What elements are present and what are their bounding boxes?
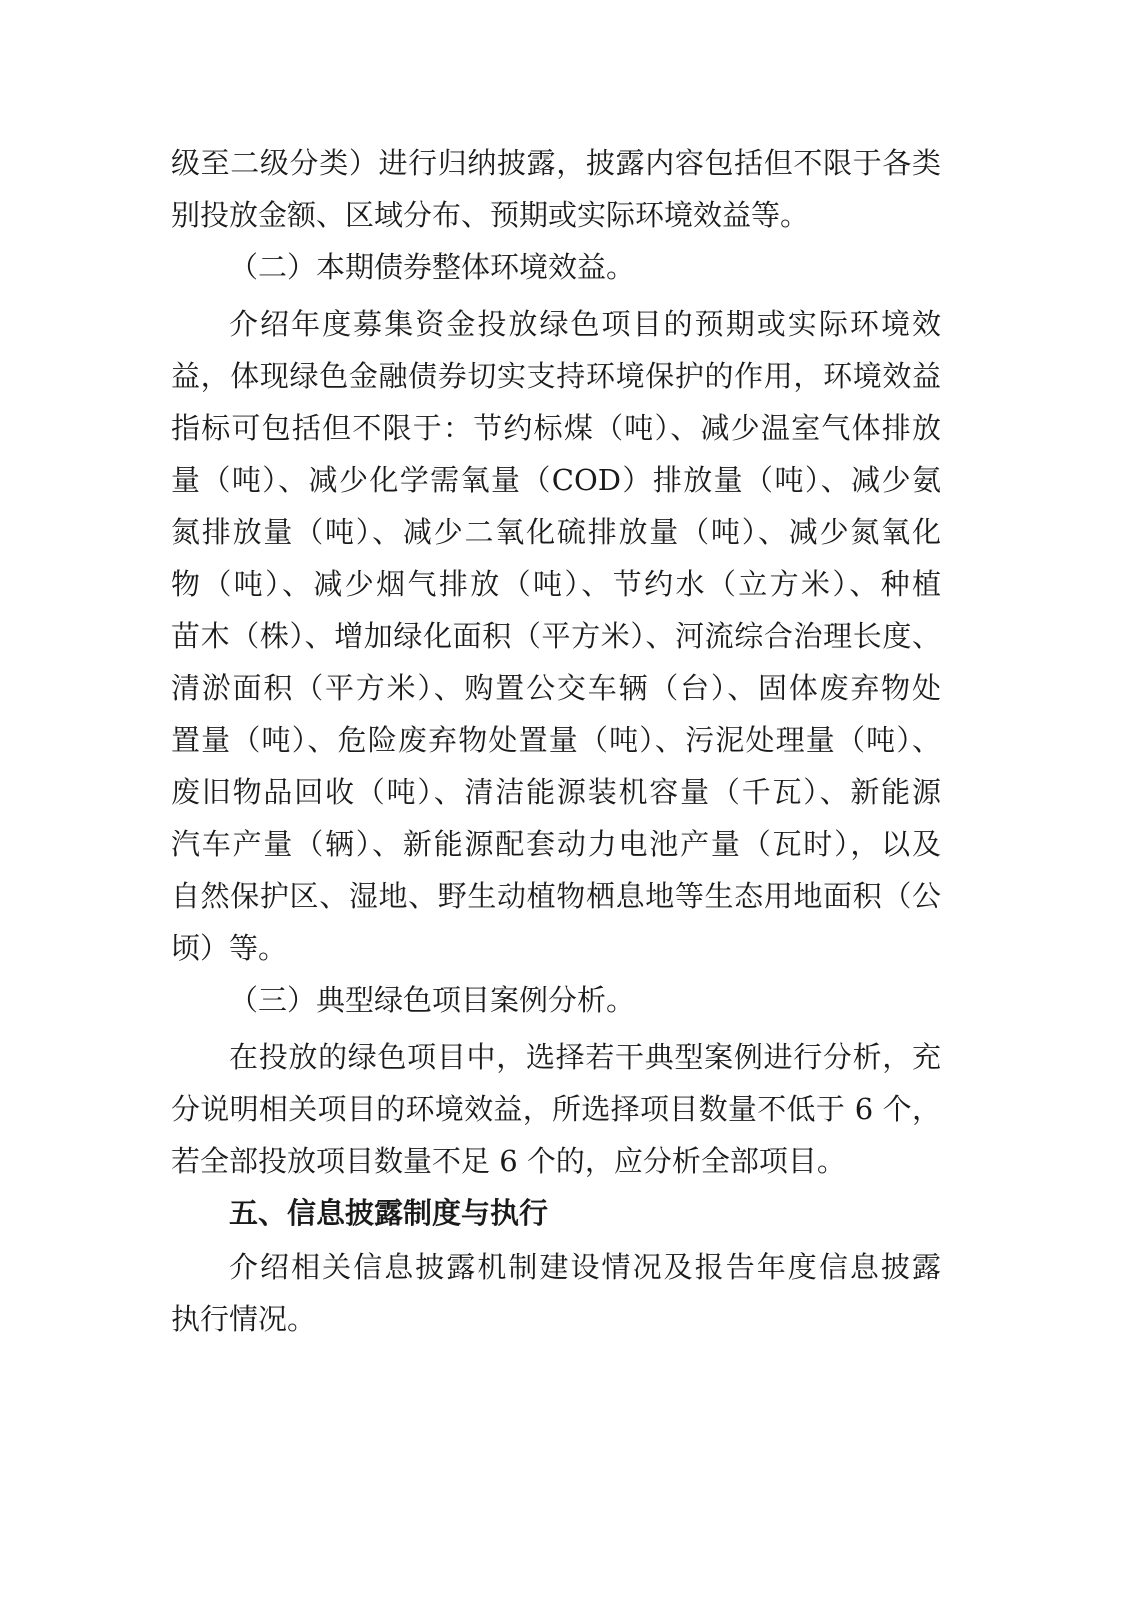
paragraph-line: 在投放的绿色项目中，选择若干典型案例进行分析，充 xyxy=(229,1040,941,1074)
paragraph-line: 分说明相关项目的环境效益，所选择项目数量不低于 6 个， xyxy=(171,1092,941,1126)
subheading-2: （二）本期债券整体环境效益。 xyxy=(229,250,636,284)
paragraph-line: 物（吨）、减少烟气排放（吨）、节约水（立方米）、种植 xyxy=(171,567,941,601)
subheading-3: （三）典型绿色项目案例分析。 xyxy=(229,983,636,1017)
paragraph-line: 清淤面积（平方米）、购置公交车辆（台）、固体废弃物处 xyxy=(171,671,941,705)
paragraph-line: 自然保护区、湿地、野生动植物栖息地等生态用地面积（公 xyxy=(171,879,941,913)
paragraph-line: 氮排放量（吨）、减少二氧化硫排放量（吨）、减少氮氧化 xyxy=(171,515,941,549)
paragraph-line: 若全部投放项目数量不足 6 个的，应分析全部项目。 xyxy=(171,1144,846,1178)
paragraph-line: 汽车产量（辆）、新能源配套动力电池产量（瓦时），以及 xyxy=(171,827,941,861)
paragraph-line: 置量（吨）、危险废弃物处置量（吨）、污泥处理量（吨）、 xyxy=(171,723,941,757)
paragraph-line: 级至二级分类）进行归纳披露，披露内容包括但不限于各类 xyxy=(171,146,941,180)
paragraph-line: 量（吨）、减少化学需氧量（COD）排放量（吨）、减少氨 xyxy=(171,463,941,497)
paragraph-line: 介绍相关信息披露机制建设情况及报告年度信息披露 xyxy=(229,1250,941,1284)
paragraph-line: 顷）等。 xyxy=(171,931,288,965)
paragraph-line: 指标可包括但不限于：节约标煤（吨）、减少温室气体排放 xyxy=(171,411,941,445)
paragraph-line: 别投放金额、区域分布、预期或实际环境效益等。 xyxy=(171,198,810,232)
paragraph-line: 苗木（株）、增加绿化面积（平方米）、河流综合治理长度、 xyxy=(171,619,941,653)
paragraph-line: 执行情况。 xyxy=(171,1302,317,1336)
section-5-heading: 五、信息披露制度与执行 xyxy=(229,1196,549,1230)
paragraph-line: 废旧物品回收（吨）、清洁能源装机容量（千瓦）、新能源 xyxy=(171,775,941,809)
paragraph-line: 益，体现绿色金融债券切实支持环境保护的作用，环境效益 xyxy=(171,359,941,393)
paragraph-line: 介绍年度募集资金投放绿色项目的预期或实际环境效 xyxy=(229,307,941,341)
